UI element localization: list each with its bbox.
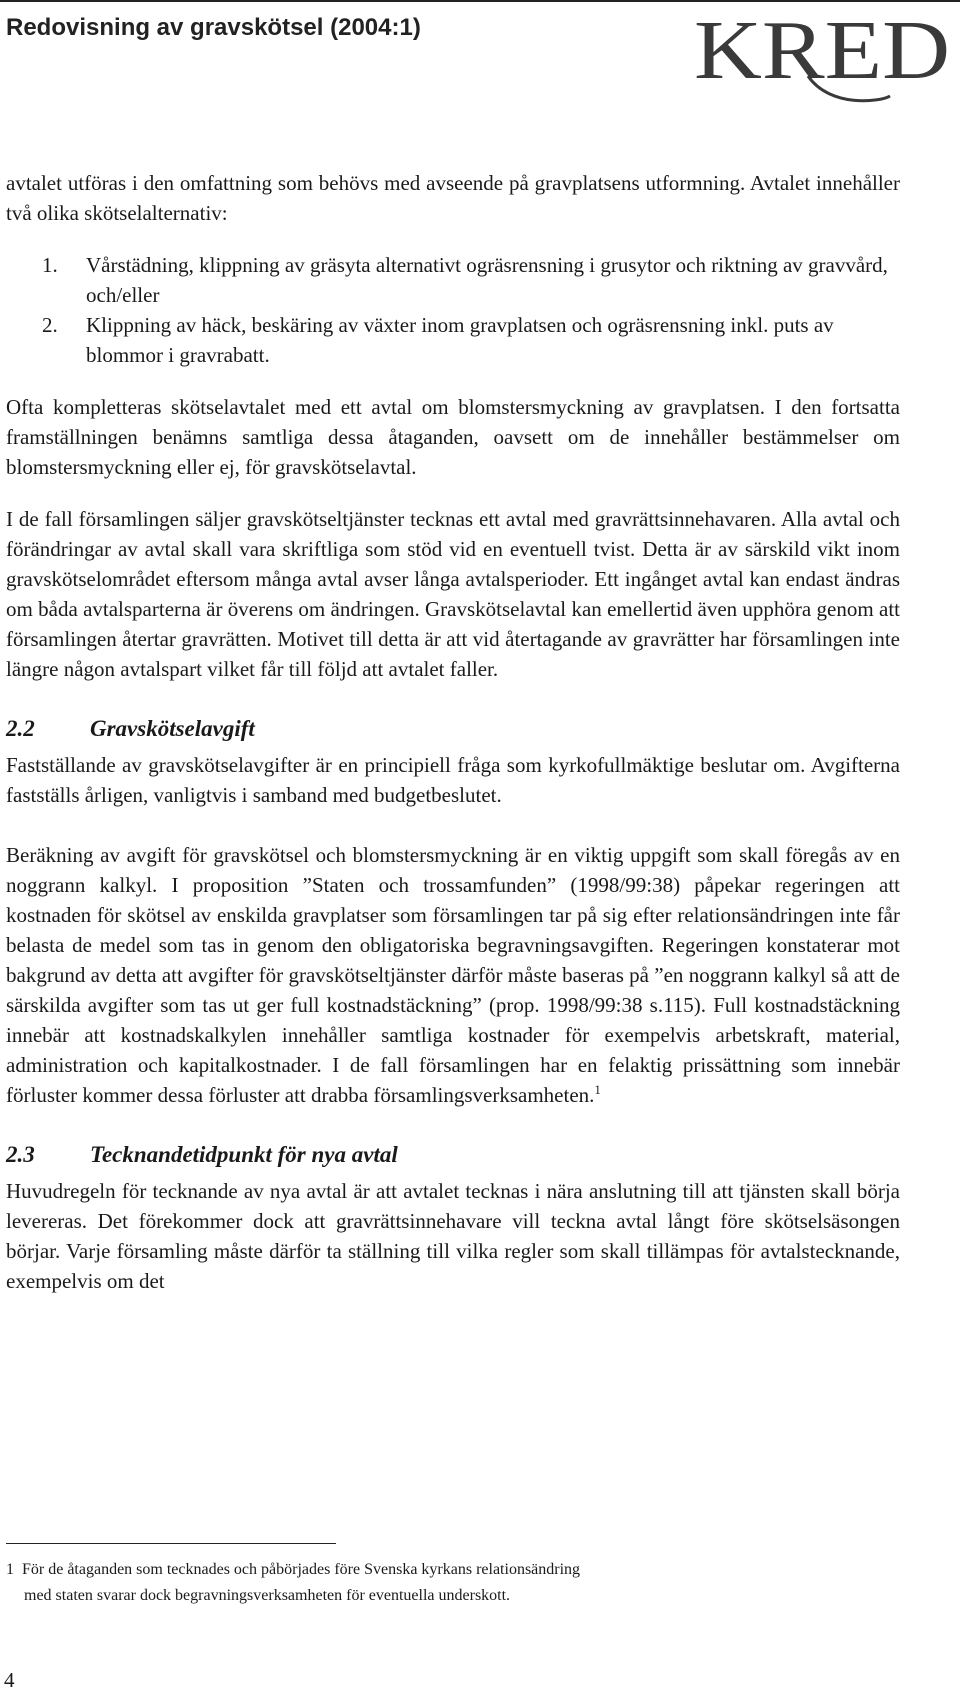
footnote-mark: 1: [6, 1561, 14, 1578]
body-paragraph: Fastställande av gravskötselavgifter är en principiell fråga som kyrkofullmäktige beslutar om. Avgifterna fastställs årligen, vanligtvis i samband med budgetbeslutet.: [6, 753, 900, 807]
kred-logo-text: KRED: [694, 4, 950, 97]
body-paragraph: I de fall församlingen säljer gravskötseltjänster tecknas ett avtal med gravrättsinnehavaren. Alla avtal och förändringar av avtal skall vara skriftliga som stöd vid en eventuell tvist. Detta är av särskild vikt inom gravskötselområdet eftersom många avtal avser långa avtalsperioder. Ett ingånget avtal kan endast ändras om båda avtalsparterna är överens om ändringen. Gravskötselavtal kan emellertid även upphöra genom att församlingen återtar gravrätten. Motivet till detta är att vid återtagande av gravrätter har församlingen inte längre någon avtalspart vilket får till följd att avtalet faller.: [6, 507, 900, 681]
body-paragraph: Huvudregeln för tecknande av nya avtal är att avtalet tecknas i nära anslutning till att tjänsten skall börja levereras. Det förekommer dock att gravrättsinnehavare vill teckna avtal långt före skötselsäsongen börjar. Varje församling måste därför ta ställning till vilka regler som skall tillämpas för avtalstecknande, exempelvis om det: [6, 1179, 900, 1293]
alternatives-list: [6, 250, 900, 370]
section-title: Tecknandetidpunkt för nya avtal: [90, 1142, 398, 1167]
section-number: 2.3: [6, 1142, 35, 1167]
footnote-reference[interactable]: 1: [594, 1082, 601, 1097]
footnote-text-line1: För de åtaganden som tecknades och påbörjades före Svenska kyrkans relationsändring: [22, 1561, 581, 1578]
list-item-text: Vårstädning, klippning av gräsyta alternativt ogräsrensning i grusytor och riktning av gravvård, och/eller: [86, 253, 888, 307]
list-item: [6, 250, 900, 310]
section-heading-2-2: [6, 714, 900, 744]
list-item-text: Klippning av häck, beskäring av växter inom gravplatsen och ogräsrensning inkl. puts av blommor i gravrabatt.: [86, 313, 834, 367]
list-item: [6, 310, 900, 370]
page-header: [0, 0, 960, 118]
document-title: Redovisning av gravskötsel (2004:1): [6, 14, 421, 41]
list-item-number: 1.: [42, 253, 58, 277]
footnote: [6, 1557, 886, 1609]
kred-logo: [690, 4, 956, 108]
section-title: Gravskötselavgift: [90, 716, 255, 741]
footnote-separator: [6, 1543, 336, 1544]
page-number: 4: [4, 1668, 15, 1692]
paragraph-text: Beräkning av avgift för gravskötsel och blomstersmyckning är en viktig uppgift som skall föregås av en noggrann kalkyl. I proposition ”Staten och trossamfunden” (1998/99:38) påpekar regeringen att kostnaden för skötsel av enskilda gravplatser som församlingen tar på sig efter relationsändringen inte får belasta de medel som tas in genom den obligatoriska begravningsavgiften. Regeringen konstaterar mot bakgrund av detta att avgifter för gravskötseltjänster därför måste baseras på ”en noggrann kalkyl så att de särskilda avgifter som tas ut ger full kostnadstäckning” (prop. 1998/99:38 s.115). Full kostnadstäckning innebär att kostnadskalkylen innehåller samtliga kostnader för exempelvis arbetskraft, material, administration och kapitalkostnader. I de fall församlingen har en felaktig prissättning som innebär förluster kommer dessa förluster att drabba församlingsverksamheten.: [6, 843, 900, 1107]
section-number: 2.2: [6, 716, 35, 741]
header-rule: [0, 0, 960, 2]
body-paragraph: Ofta kompletteras skötselavtalet med ett avtal om blomstersmyckning av gravplatsen. I den fortsatta framställningen benämns samtliga dessa åtaganden, oavsett om de innehåller bestämmelser om blomstersmyckning eller ej, för gravskötselavtal.: [6, 395, 900, 479]
list-item-number: 2.: [42, 313, 58, 337]
footnote-text-line2: med staten svarar dock begravningsverksamheten för eventuella underskott.: [24, 1587, 511, 1604]
section-heading-2-3: [6, 1140, 900, 1170]
document-body: [6, 168, 900, 1296]
body-paragraph: [6, 840, 900, 1110]
body-paragraph: avtalet utföras i den omfattning som behövs med avseende på gravplatsens utformning. Avtalet innehåller två olika skötselalternativ:: [6, 171, 900, 225]
